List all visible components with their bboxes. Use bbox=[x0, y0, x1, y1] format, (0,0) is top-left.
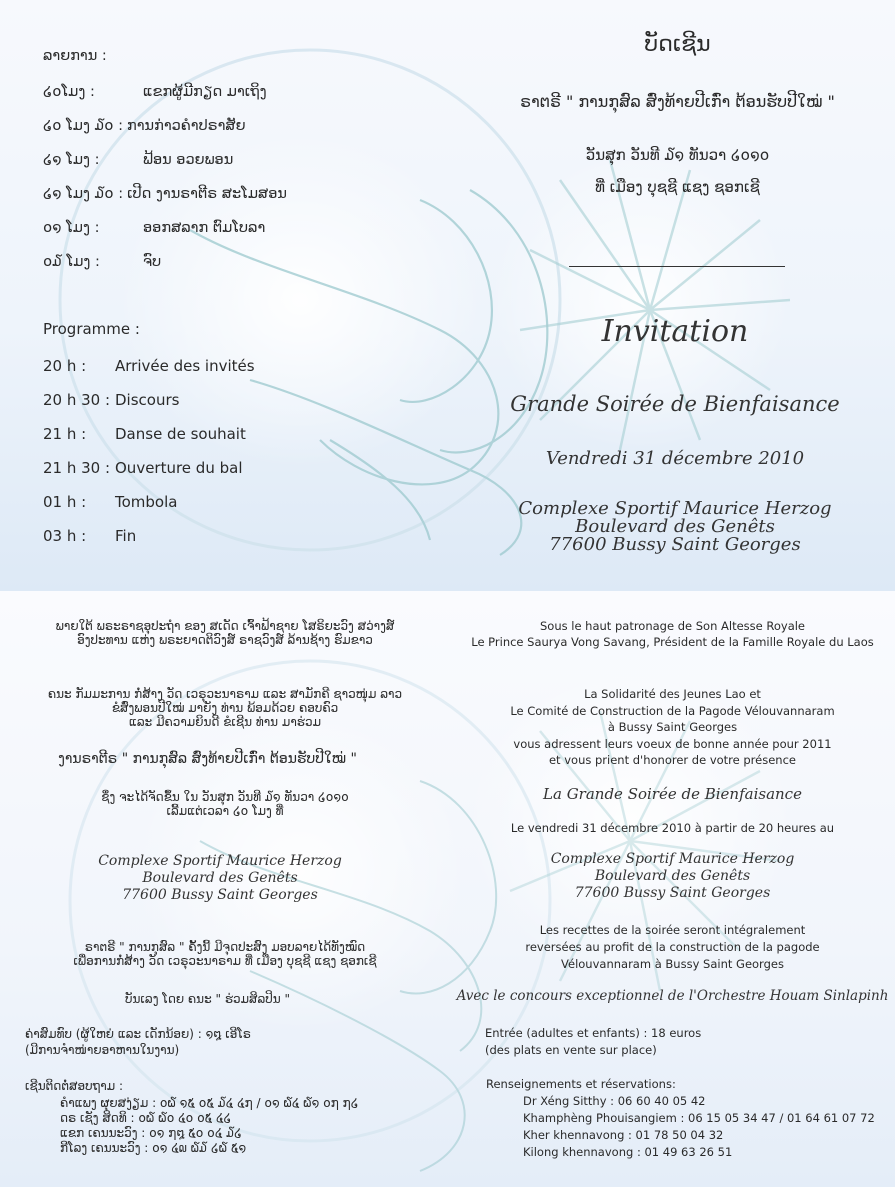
lao-event-date: ວັນສຸກ ວັນທີ ໓໑ ທັນວາ ໒໐໑໐ bbox=[585, 146, 770, 164]
programme-row: 01 h : Tombola bbox=[43, 493, 178, 511]
address-line: Complexe Sportif Maurice Herzog bbox=[518, 498, 832, 519]
contact-list bbox=[25, 1096, 358, 1156]
programme-row: 20 h : Arrivée des invités bbox=[43, 357, 255, 375]
programme-row: 03 h : Fin bbox=[43, 527, 137, 545]
contact-item: ຄຳແພງ ຜຸຍສງ່ຽມ : ໐໖ ໑໕ ໐໕ ໓໔ ໔໗ / ໐໑ ໖໔ ໖໑ ໐໗ ໗໒ bbox=[60, 1096, 359, 1110]
address-line: Boulevard des Genêts bbox=[575, 516, 775, 537]
lao-schedule-row: ໒໐ ໂມງ ໓໐ : ການກ່າວຄຳປຣາສັຍ bbox=[43, 118, 246, 134]
lao-contacts bbox=[25, 1079, 358, 1156]
contact-item: ດຣ ເຊັງ ສິດທິ : ໐໖ ໖໐ ໔໐ ໐໕ ໔໒ bbox=[60, 1111, 232, 1125]
event-when: Le vendredi 31 décembre 2010 à partir de 20 heures au bbox=[510, 821, 835, 835]
lao-patronage: ພາຍໃຕ້ ພຣະຣາຊອຸປະຖຳ ຂອງ ສເດັດ ເຈົ້າຟ້າຊາຍ ໂສຣິຍະວົງ ສວ່າງສ໌ ອົງປະທານ ແຫ່ງ ພຣະຍາດຕິວົງສ໌ ຣາຊວົງສ໌ ລ້ານຊ້າງ ຮົມຂາວ bbox=[55, 619, 395, 647]
invitation-inside bbox=[0, 591, 895, 1187]
hosts: La Solidarité des Jeunes Lao et Le Comité de Construction de la Pagode Vélouvannaram à Bussy Saint Georges vous adressent leurs voeux de bonne année pour 2011 et vous prient d'honorer de votre présence bbox=[510, 687, 835, 767]
orchestra: Avec le concours exceptionnel de l'Orchestre Houam Sinlapinh bbox=[456, 988, 889, 1004]
contact-item: Khamphèng Phouisangiem : 06 15 05 34 47 / 01 64 61 07 72 bbox=[523, 1111, 875, 1125]
invitation-title: Invitation bbox=[601, 314, 749, 349]
programme-row: 20 h 30 : Discours bbox=[43, 391, 180, 409]
contact-item: ແຂກ ເຄນນະວົງ : ໐໑ ໗໘ ໕໐ ໐໔ ໓໒ bbox=[60, 1126, 242, 1140]
lao-event-address: Complexe Sportif Maurice Herzog Boulevard des Genêts 77600 Bussy Saint Georges bbox=[98, 853, 342, 903]
event-date: Vendredi 31 décembre 2010 bbox=[545, 448, 805, 469]
lao-ticket: ຄ່າສົມທົບ (ຜູ້ໃຫຍ່ ແລະ ເດັກນ້ອຍ) : ໑໘ ເອີໂຣ (ມີການຈຳໜ່າຍອາຫານໃນງານ) bbox=[25, 1027, 252, 1057]
contact-item: ກີໂລງ ເຄນນະວົງ : ໐໑ ໔໙ ໖໓ ໒໖ ໕໑ bbox=[60, 1141, 247, 1155]
event-address bbox=[470, 500, 880, 554]
lao-event-when: ຊຶ່ງ ຈະໄດ້ຈັດຂຶ້ນ ໃນ ວັນສຸກ ວັນທີ ໓໑ ທັນວາ ໒໐໑໐ ເລີ້ມແຕ່ເວລາ ໒໐ ໂມງ ທີ່ bbox=[101, 790, 349, 818]
lao-invitation-title: ບັດເຊີນ bbox=[644, 32, 711, 57]
invitation-front bbox=[0, 0, 895, 591]
contacts bbox=[486, 1076, 875, 1161]
programme-row: 21 h 30 : Ouverture du bal bbox=[43, 459, 243, 477]
contact-item: Kher khennavong : 01 78 50 04 32 bbox=[523, 1128, 724, 1142]
patronage: Sous le haut patronage de Son Altesse Royale Le Prince Saurya Vong Savang, Président de la Famille Royale du Laos bbox=[471, 619, 874, 649]
lao-event-place: ທີ່ ເມືອງ ບຸຊຊີ ແຊງ ຊອກເຊີ bbox=[595, 178, 760, 196]
contact-title: Renseignements et réservations: bbox=[486, 1077, 676, 1091]
entry-price: Entrée (adultes et enfants) : 18 euros (des plats en vente sur place) bbox=[485, 1026, 702, 1057]
programme-row: 21 h : Danse de souhait bbox=[43, 425, 246, 443]
lao-event-name: ງານຣາຕີຣ " ການກຸສົລ ສົ່ງທ້າຍປີເກົ່າ ຕ້ອນຮັບປີໃໝ່ " bbox=[58, 751, 357, 767]
contact-title: ເຊີນຕິດຕໍ່ສອບຖາມ : bbox=[25, 1079, 124, 1093]
event-name: Grande Soirée de Bienfaisance bbox=[510, 392, 840, 416]
lao-music: ບັນເລງ ໂດຍ ຄນະ " ຮ່ວມສິລປິນ " bbox=[125, 992, 290, 1006]
lao-schedule-row: ໐໓ ໂມງ : ຈົບ bbox=[43, 254, 162, 270]
lao-schedule-row: ໐໑ ໂມງ : ອອກສລາກ ຕົມໂບລາ bbox=[43, 220, 266, 236]
page-margin bbox=[0, 1187, 895, 1191]
lao-schedule-row: ໒໑ ໂມງ : ຟ້ອນ ອວຍພອນ bbox=[43, 152, 234, 168]
lao-proceeds: ຣາຕຣີ " ການກຸສົລ " ຄັ້ງນີ້ ມີຈຸດປະສົງ ມອບລາຍໄດ້ທັງໝົດ ເພື່ອການກໍ່ສ້າງ ວັດ ເວຣຸວະນາຣາມ ທີ່ ເມືອງ ບຸຊຊີ ແຊງ ຊອກເຊີ bbox=[73, 940, 377, 968]
contact-list bbox=[486, 1093, 875, 1161]
event-address: Complexe Sportif Maurice Herzog Boulevard des Genêts 77600 Bussy Saint Georges bbox=[550, 851, 795, 901]
contact-item: Dr Xéng Sitthy : 06 60 40 05 42 bbox=[523, 1094, 706, 1108]
divider bbox=[569, 266, 785, 267]
lao-schedule-title: ລາຍການ : bbox=[43, 48, 107, 64]
contact-item: Kilong khennavong : 01 49 63 26 51 bbox=[523, 1145, 733, 1159]
lao-committee: ຄນະ ກັມມະການ ກໍ່ສ້າງ ວັດ ເວຣຸວະນາຣາມ ແລະ ສາມັກຄີ ຊາວໜຸ່ມ ລາວ ຂໍສົ່ງພອນປີໃໝ່ ມາຍັງ ທ່ານ ພ້ອມດ້ວຍ ຄອບຄົວ ແລະ ມີຄວາມຍິນດີ ຂໍເຊີນ ທ່ານ ມາຮ່ວມ bbox=[47, 687, 403, 729]
address-line: 77600 Bussy Saint Georges bbox=[549, 534, 801, 555]
programme-title: Programme : bbox=[43, 320, 140, 338]
lao-schedule-row: ໒໑ ໂມງ ໓໐ : ເປີດ ງານຣາຕີຣ ສະໂມສອນ bbox=[43, 186, 287, 202]
proceeds: Les recettes de la soirée seront intégralement reversées au profit de la construction de la pagode Vélouvannaram à Bussy Saint Georges bbox=[525, 923, 820, 971]
lao-event-name: ຣາຕຣີ " ການກຸສົລ ສົ່ງທ້າຍປີເກົ່າ ຕ້ອນຮັບປີໃໝ່ " bbox=[520, 92, 835, 111]
lao-schedule-row: ໒໐ໂມງ : ແຂກຜູ້ມີກຽດ ມາເຖິງ bbox=[43, 84, 267, 100]
event-name: La Grande Soirée de Bienfaisance bbox=[543, 785, 802, 803]
